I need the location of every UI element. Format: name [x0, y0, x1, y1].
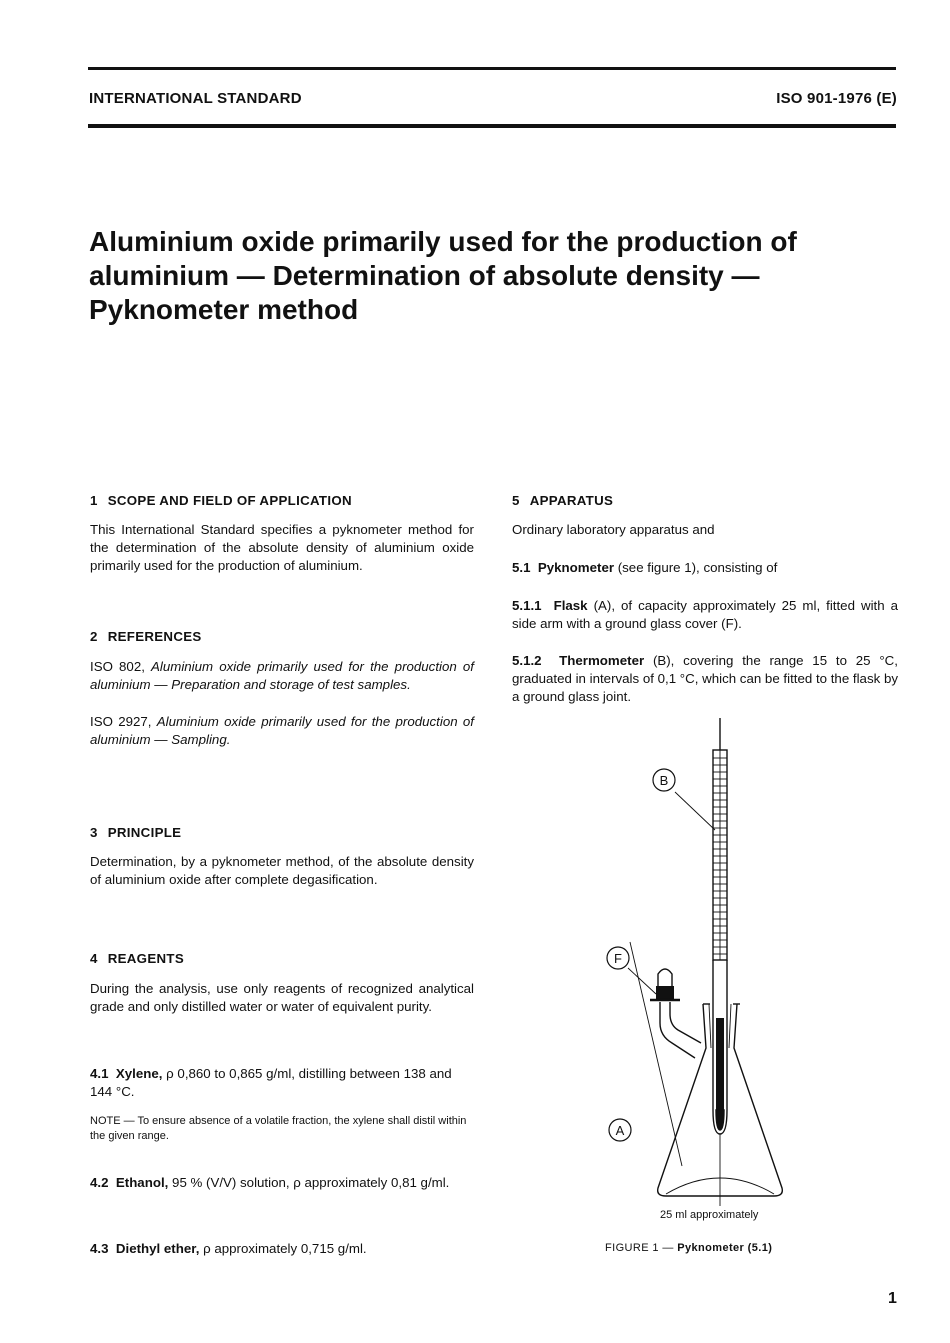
callout-f	[607, 947, 629, 969]
reference-iso-2927: ISO 2927, Aluminium oxide primarily used for the production of aluminium — Sampling.	[90, 714, 474, 747]
section-heading: 5 APPARATUS	[512, 493, 614, 508]
section-principle	[90, 824, 474, 889]
callout-b	[653, 769, 675, 791]
callout-a-text: A	[615, 1123, 625, 1138]
apparatus-thermometer: 5.1.2 Thermometer (B), covering the range 15 to 25 °C, graduated in intervals of 0,1 °C, which can be fitted to the flask by a ground glass joint.	[512, 653, 898, 704]
apparatus-pyknometer: 5.1 Pyknometer (see figure 1), consisting of	[512, 560, 778, 575]
reagent-diethyl-ether: 4.3 Diethyl ether, ρ approximately 0,715 g/ml.	[90, 1241, 367, 1256]
section-body: During the analysis, use only reagents of recognized analytical grade and only distilled water or water of equivalent purity.	[90, 981, 474, 1014]
section-scope	[90, 492, 474, 575]
figure-volume-label: 25 ml approximately	[660, 1209, 759, 1221]
apparatus-flask: 5.1.1 Flask (A), of capacity approximately 25 ml, fitted with a side arm with a ground glass cover (F).	[512, 598, 899, 631]
section-apparatus	[512, 492, 898, 539]
header-top-rule	[88, 67, 896, 70]
header-document-number: ISO 901-1976 (E)	[776, 90, 897, 107]
section-body: Ordinary laboratory apparatus and	[512, 522, 715, 537]
header-standard-label: INTERNATIONAL STANDARD	[89, 90, 302, 107]
figure-caption: FIGURE 1 — Pyknometer (5.1)	[605, 1242, 773, 1254]
title-line-1: Aluminium oxide primarily used for the production of	[89, 226, 797, 257]
header-bottom-rule	[88, 124, 896, 128]
reference-iso-802: ISO 802, Aluminium oxide primarily used for the production of aluminium — Preparation and storage of test samples.	[90, 659, 474, 692]
section-reagents	[90, 950, 474, 1016]
callout-b-text: B	[659, 773, 669, 788]
pyknometer-diagram	[600, 718, 800, 1230]
section-heading: 1 SCOPE AND FIELD OF APPLICATION	[90, 493, 352, 508]
section-body: Determination, by a pyknometer method, of the absolute density of aluminium oxide after complete degasification.	[90, 854, 474, 887]
document-title	[89, 225, 869, 327]
section-heading: 4 REAGENTS	[90, 951, 184, 966]
reagent-ethanol: 4.2 Ethanol, 95 % (V/V) solution, ρ approximately 0,81 g/ml.	[90, 1175, 450, 1190]
section-body: This International Standard specifies a pyknometer method for the determination of the absolute density of aluminium oxide primarily used for the production of aluminium.	[90, 522, 474, 573]
reagent-note: NOTE — To ensure absence of a volatile fraction, the xylene shall distil within the given range.	[90, 1115, 467, 1142]
page-number: 1	[888, 1290, 897, 1307]
callout-a	[609, 1119, 631, 1141]
title-line-3: Pyknometer method	[89, 294, 359, 325]
section-heading: 2 REFERENCES	[90, 629, 202, 644]
section-heading: 3 PRINCIPLE	[90, 825, 182, 840]
section-references	[90, 628, 474, 749]
thermometer-drawing	[713, 718, 727, 1206]
reagent-xylene: 4.1 Xylene, ρ 0,860 to 0,865 g/ml, distilling between 138 and 144 °C.	[90, 1066, 452, 1099]
callout-f-text: F	[614, 951, 622, 966]
title-line-2: aluminium — Determination of absolute density —	[89, 260, 760, 291]
